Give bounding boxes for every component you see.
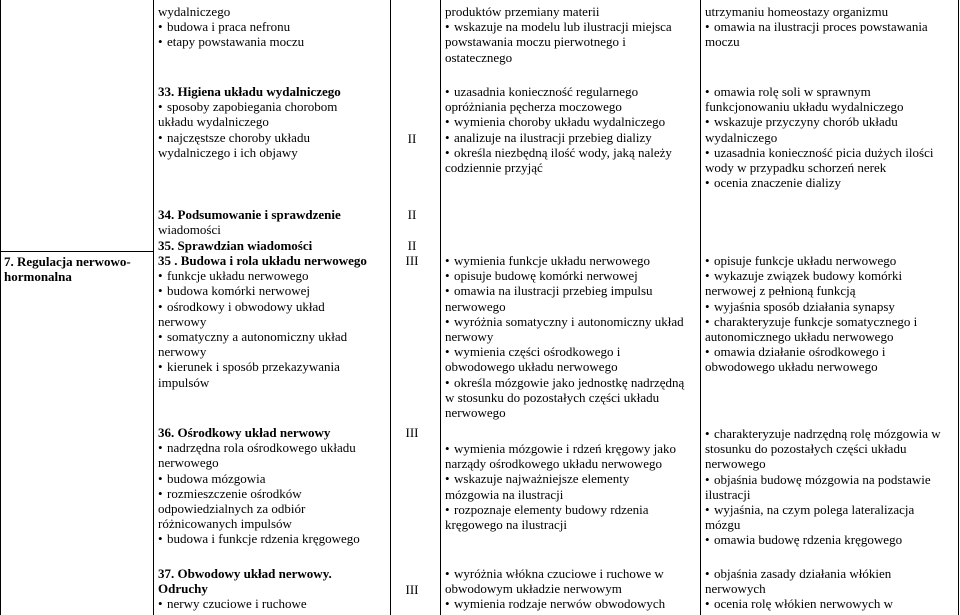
section-title-line: hormonalna — [4, 269, 72, 285]
bullet-item: • charakteryzuje funkcje somatycznego i — [705, 314, 957, 329]
text-line: nerwowego — [445, 298, 506, 314]
bullet-item: • somatyczny a autonomiczny układ — [158, 329, 390, 344]
text-line: wydalniczego — [705, 129, 778, 145]
lesson-title: 36. Ośrodkowy układ nerwowy — [158, 425, 331, 440]
bullet-item: • opisuje funkcje układu nerwowego — [705, 253, 957, 268]
extended-requirements-cell — [705, 566, 957, 612]
lesson-title: 34. Podsumowanie i sprawdzenie — [158, 207, 341, 222]
bullet-item: • wymienia mózgowie i rdzeń kręgowy jako — [445, 441, 697, 456]
level-cell — [392, 425, 432, 440]
text-line: codziennie przyjąć — [445, 160, 543, 176]
text-line: ostatecznego — [445, 49, 513, 65]
basic-requirements-cell — [445, 253, 697, 420]
level-cell — [392, 582, 432, 597]
lesson-title: 33. Higiena układu wydalniczego — [158, 84, 341, 99]
text-line: nerwowy — [445, 329, 494, 345]
lesson-title: 35 . Budowa i rola układu nerwowego — [158, 253, 367, 268]
level-label: III — [405, 253, 419, 268]
bullet-item: • budowa i funkcje rdzenia kręgowego — [158, 531, 390, 546]
bullet-item: • wskazuje najważniejsze elementy — [445, 471, 697, 486]
bullet-item: • ośrodkowy i obwodowy układ — [158, 299, 390, 314]
text-line: kręgowego na ilustracji — [445, 517, 568, 533]
topic-cell — [158, 253, 390, 390]
bullet-item: • ocenia rolę włókien nerwowych w — [705, 596, 957, 611]
lesson-title: 37. Obwodowy układ nerwowy. — [158, 566, 332, 581]
text-line: funkcjonowaniu układu wydalniczego — [705, 99, 904, 115]
bullet-item: • etapy powstawania moczu — [158, 34, 390, 49]
text-line: narządy ośrodkowego układu nerwowego — [445, 456, 662, 472]
text-line: odpowiedzialnych za odbiór — [158, 501, 306, 517]
table-border-left — [0, 0, 1, 615]
extended-requirements-cell — [705, 253, 957, 375]
level-cell — [392, 207, 432, 222]
basic-requirements-cell — [445, 566, 697, 612]
text-line: wydalniczego i ich objawy — [158, 144, 298, 160]
bullet-item: • charakteryzuje nadrzędną rolę mózgowia w — [705, 426, 957, 441]
text-line: produktów przemiany materii — [445, 4, 600, 19]
text-line: różnicowanych impulsów — [158, 516, 292, 532]
bullet-item: • wskazuje przyczyny chorób układu — [705, 114, 957, 129]
column-divider-level — [390, 0, 391, 615]
bullet-item: • wyróżnia włókna czuciowe i ruchowe w — [445, 566, 697, 581]
bullet-item: • wymienia części ośrodkowego i — [445, 344, 697, 359]
bullet-item: • sposoby zapobiegania chorobom — [158, 99, 390, 114]
bullet-item: • ocenia znaczenie dializy — [705, 175, 957, 190]
bullet-item: • wyjaśnia sposób działania synapsy — [705, 299, 957, 314]
topic-cell — [158, 207, 390, 237]
level-cell — [392, 253, 432, 268]
bullet-item: • kierunek i sposób przekazywania — [158, 359, 390, 374]
bullet-item: • wykazuje związek budowy komórki — [705, 268, 957, 283]
bullet-item: • wymienia choroby układu wydalniczego — [445, 114, 697, 129]
row-divider-section-7 — [0, 251, 154, 252]
text-line: nerwowego — [158, 455, 219, 471]
text-line: autonomicznego układu nerwowego — [705, 329, 894, 345]
column-divider-basic — [440, 0, 441, 615]
text-line: utrzymaniu homeostazy organizmu — [705, 4, 889, 19]
lesson-title: wydalniczego — [158, 4, 231, 19]
column-divider-topic — [153, 0, 154, 615]
bullet-item: • budowa mózgowia — [158, 471, 390, 486]
bullet-item: • określa mózgowie jako jednostkę nadrzędną — [445, 375, 697, 390]
lesson-title: 35. Sprawdzian wiadomości — [158, 238, 313, 253]
column-divider-extended — [700, 0, 701, 615]
extended-requirements-cell — [705, 84, 957, 190]
text-line: Odruchy — [158, 581, 208, 597]
extended-requirements-cell — [705, 426, 957, 548]
text-line: ilustracji — [705, 486, 751, 502]
basic-requirements-cell — [445, 4, 697, 65]
text-line: nerwowy — [158, 313, 207, 329]
level-cell — [392, 131, 432, 146]
bullet-item: • najczęstsze choroby układu — [158, 130, 390, 145]
bullet-item: • wymienia rodzaje nerwów obwodowych — [445, 596, 697, 611]
bullet-item: • określa niezbędną ilość wody, jaką należy — [445, 145, 697, 160]
bullet-item: • omawia na ilustracji przebieg impulsu — [445, 283, 697, 298]
text-line: opróżniania pęcherza moczowego — [445, 99, 622, 115]
text-line: w stosunku do pozostałych części układu — [445, 389, 660, 405]
text-line: wody w przypadku schorzeń nerek — [705, 160, 887, 176]
topic-cell — [158, 238, 390, 253]
text-line: mózgu — [705, 517, 741, 533]
topic-cell — [158, 566, 390, 612]
text-line: nerwowej z pełnioną funkcją — [705, 283, 856, 299]
text-line: nerwowego — [705, 456, 766, 472]
bullet-item: • rozmieszczenie ośrodków — [158, 486, 390, 501]
text-line: mózgowia na ilustracji — [445, 486, 564, 502]
bullet-item: • nadrzędna rola ośrodkowego układu — [158, 440, 390, 455]
bullet-item: • uzasadnia konieczność picia dużych ilości — [705, 145, 957, 160]
section-title — [4, 254, 150, 284]
bullet-item: • wskazuje na modelu lub ilustracji miejsca — [445, 19, 697, 34]
text-line: stosunku do pozostałych części układu — [705, 441, 907, 457]
text-line: obwodowego układu nerwowego — [445, 359, 618, 375]
bullet-item: • omawia na ilustracji proces powstawania — [705, 19, 957, 34]
bullet-item: • opisuje budowę komórki nerwowej — [445, 268, 697, 283]
level-label: III — [405, 425, 419, 440]
basic-requirements-cell — [445, 441, 697, 532]
level-label: II — [407, 238, 417, 253]
level-label: III — [405, 582, 419, 597]
level-cell — [392, 238, 432, 253]
bullet-item: • objaśnia zasady działania włókien — [705, 566, 957, 581]
topic-cell — [158, 425, 390, 547]
topic-cell — [158, 4, 390, 50]
text-line: wiadomości — [158, 222, 221, 238]
text-line: nerwowy — [158, 344, 207, 360]
bullet-item: • budowa komórki nerwowej — [158, 283, 390, 298]
level-label: II — [407, 207, 417, 222]
text-line: nerwowych — [705, 581, 766, 597]
extended-requirements-cell — [705, 4, 957, 50]
section-title-line: 7. Regulacja nerwowo- — [4, 254, 131, 269]
text-line: powstawania moczu pierwotnego i — [445, 34, 626, 50]
bullet-item: • budowa i praca nefronu — [158, 19, 390, 34]
topic-cell — [158, 84, 390, 160]
bullet-item: • uzasadnia konieczność regularnego — [445, 84, 697, 99]
text-line: układu wydalniczego — [158, 114, 269, 130]
text-line: nerwowego — [445, 405, 506, 421]
bullet-item: • wyjaśnia, na czym polega lateralizacja — [705, 502, 957, 517]
bullet-item: • analizuje na ilustracji przebieg dializy — [445, 130, 697, 145]
text-line: obwodowym układzie nerwowym — [445, 581, 622, 597]
bullet-item: • nerwy czuciowe i ruchowe — [158, 596, 390, 611]
text-line: moczu — [705, 34, 740, 50]
bullet-item: • omawia działanie ośrodkowego i — [705, 344, 957, 359]
bullet-item: • wymienia funkcje układu nerwowego — [445, 253, 697, 268]
bullet-item: • objaśnia budowę mózgowia na podstawie — [705, 472, 957, 487]
bullet-item: • omawia rolę soli w sprawnym — [705, 84, 957, 99]
table-border-right — [958, 0, 959, 615]
bullet-item: • rozpoznaje elementy budowy rdzenia — [445, 502, 697, 517]
text-line: obwodowego układu nerwowego — [705, 359, 878, 375]
bullet-item: • omawia budowę rdzenia kręgowego — [705, 532, 957, 547]
bullet-item: • funkcje układu nerwowego — [158, 268, 390, 283]
text-line: impulsów — [158, 374, 210, 390]
bullet-item: • wyróżnia somatyczny i autonomiczny układ — [445, 314, 697, 329]
basic-requirements-cell — [445, 84, 697, 175]
level-label: II — [407, 131, 417, 146]
